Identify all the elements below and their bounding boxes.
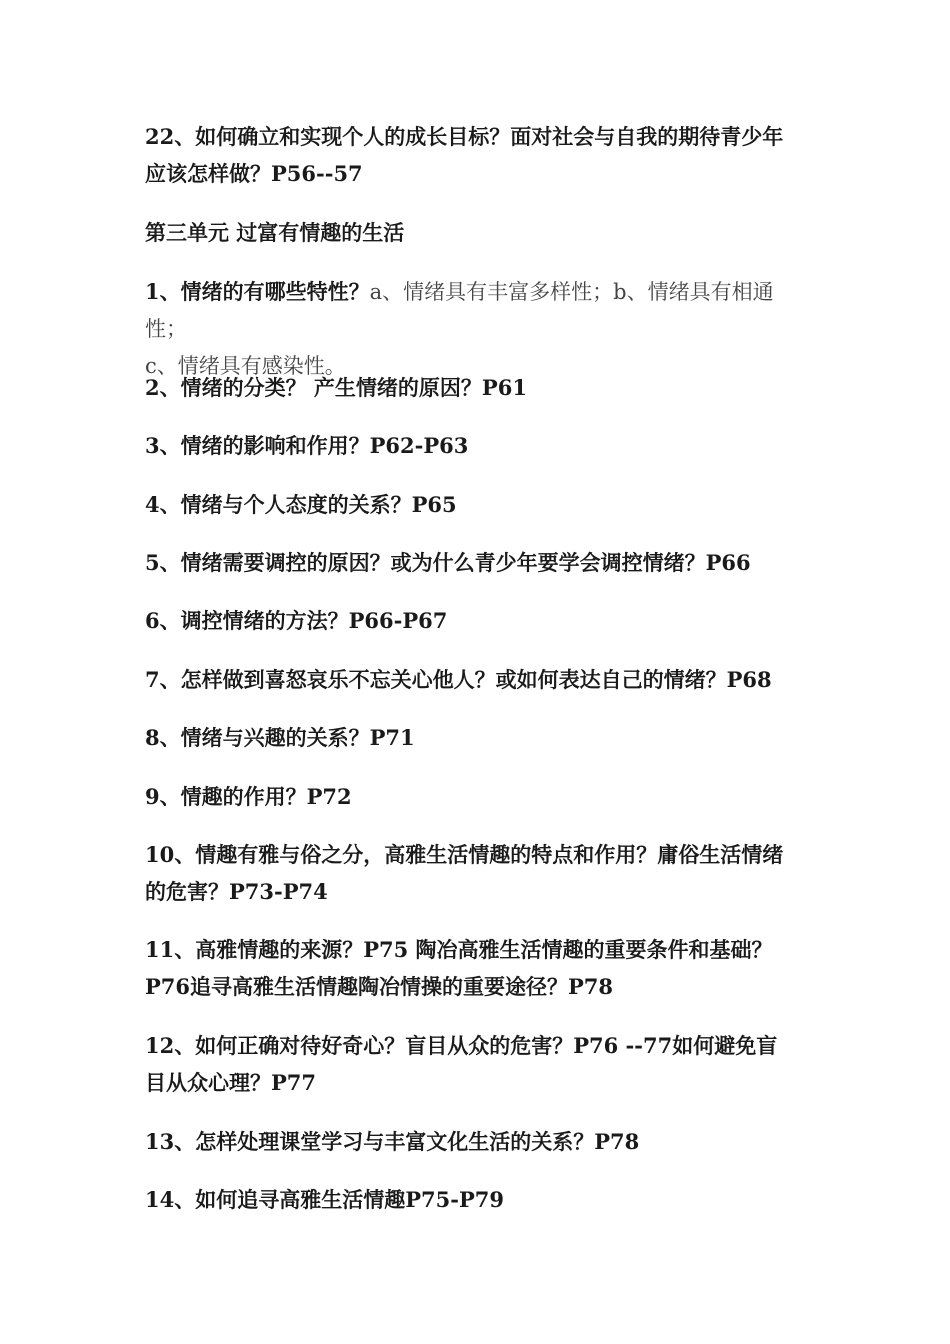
question-10-line-1: 10、情趣有雅与俗之分，高雅生活情趣的特点和作用？庸俗生活情绪	[145, 842, 784, 867]
question-9-text: 9、情趣的作用？P72	[145, 784, 352, 809]
question-1-line-1	[145, 273, 815, 348]
question-5	[145, 544, 815, 581]
question-22-line-2: 应该怎样做？P56--57	[145, 161, 363, 186]
question-12-line-2: 目从众心理？P77	[145, 1070, 317, 1095]
question-10-line-2: 的危害？P73-P74	[145, 879, 328, 904]
question-1-text: 1、情绪的有哪些特性？	[145, 279, 370, 304]
answer-1-part-2: c、情绪具有感染性。	[145, 354, 346, 378]
unit-heading	[145, 214, 815, 251]
question-13-text: 13、怎样处理课堂学习与丰富文化生活的关系？P78	[145, 1129, 640, 1154]
question-4	[145, 486, 815, 523]
question-11-line-1: 11、高雅情趣的来源？P75 陶冶高雅生活情趣的重要条件和基础？	[145, 937, 773, 962]
question-2-text: 2、情绪的分类？ 产生情绪的原因？P61	[145, 375, 527, 400]
question-14-text: 14、如何追寻高雅生活情趣P75-P79	[145, 1187, 504, 1212]
question-9	[145, 778, 815, 815]
question-5-text: 5、情绪需要调控的原因？或为什么青少年要学会调控情绪？P66	[145, 550, 751, 575]
question-11-line-2: P76追寻高雅生活情趣陶冶情操的重要途径？P78	[145, 974, 614, 999]
question-7	[145, 661, 815, 698]
question-3-text: 3、情绪的影响和作用？P62-P63	[145, 433, 469, 458]
question-22-line-1: 22、如何确立和实现个人的成长目标？面对社会与自我的期待青少年	[145, 124, 784, 149]
question-10	[145, 836, 815, 910]
question-22	[145, 118, 815, 192]
question-8	[145, 719, 815, 756]
question-11	[145, 931, 815, 1005]
question-7-text: 7、怎样做到喜怒哀乐不忘关心他人？或如何表达自己的情绪？P68	[145, 667, 772, 692]
question-2	[145, 369, 815, 406]
question-3	[145, 427, 815, 464]
question-6-text: 6、调控情绪的方法？P66-P67	[145, 608, 448, 633]
question-4-text: 4、情绪与个人态度的关系？P65	[145, 492, 457, 517]
question-13	[145, 1123, 815, 1160]
question-14	[145, 1181, 815, 1218]
question-8-text: 8、情绪与兴趣的关系？P71	[145, 725, 415, 750]
question-12	[145, 1027, 815, 1101]
unit-heading-text: 第三单元 过富有情趣的生活	[145, 220, 405, 245]
question-12-line-1: 12、如何正确对待好奇心？盲目从众的危害？P76 --77如何避免盲	[145, 1033, 778, 1058]
answer-1-part-1: a、情绪具有丰富多样性；b、情绪具有相通性；	[145, 280, 774, 341]
question-6	[145, 602, 815, 639]
